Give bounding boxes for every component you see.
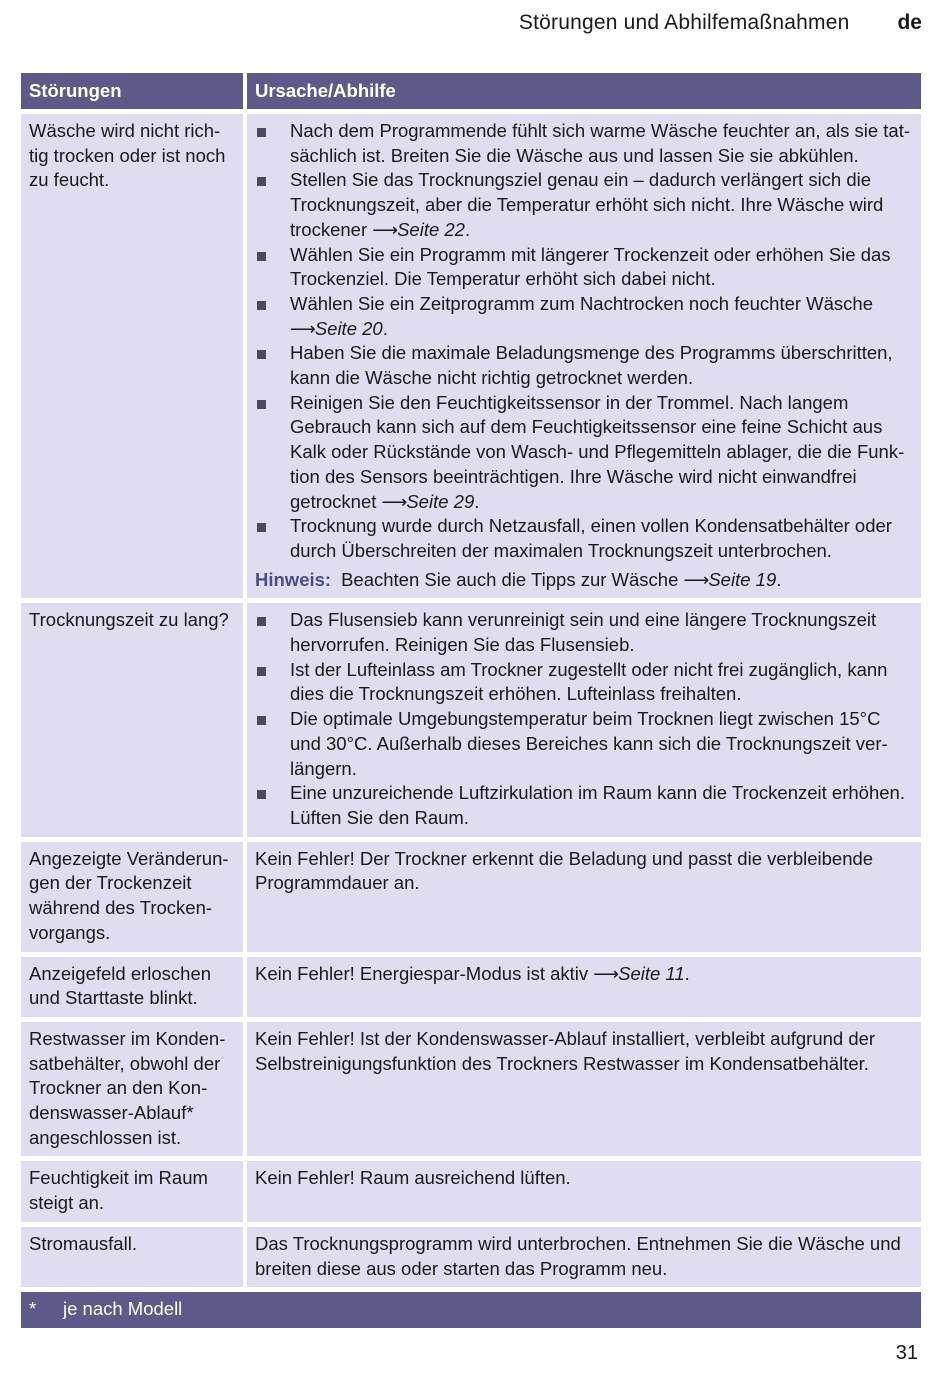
note-label: Hinweis:	[255, 568, 332, 590]
arrow-right-icon: ⟶	[372, 219, 398, 240]
remedy-cell: Das Trocknungsprogramm wird unterbrochen. Entnehmen Sie die Wäsche und breiten diese aus oder starten das Programm neu.	[247, 1227, 921, 1287]
remedy-list	[255, 608, 913, 830]
table-row	[21, 957, 921, 1017]
table-header-row	[21, 73, 921, 109]
list-item: Stellen Sie das Trocknungsziel genau ein – dadurch verlängert sich die Trocknungszeit, aber die Temperatur erhöht sich nicht. Ihre Wäsche wird trockener ⟶Seite 22.	[255, 168, 913, 242]
fault-cell: Stromausfall.	[21, 1227, 247, 1287]
table-row	[21, 603, 921, 836]
bullet-square-icon	[257, 790, 266, 799]
bullet-square-icon	[257, 350, 266, 359]
footnote-row	[21, 1292, 921, 1328]
bullet-square-icon	[257, 400, 266, 409]
troubleshooting-table	[21, 68, 921, 1333]
list-item: Haben Sie die maximale Beladungsmenge des Programms überschritten, kann die Wäsche nicht richtig getrocknet werden.	[255, 341, 913, 390]
bullet-square-icon	[257, 617, 266, 626]
list-item: Das Flusensieb kann verunreinigt sein und eine längere Trocknungszeit hervorrufen. Reinigen Sie das Flusensieb.	[255, 608, 913, 657]
fault-cell: Feuchtigkeit im Raum steigt an.	[21, 1161, 247, 1221]
list-item: Reinigen Sie den Feuchtigkeitssensor in der Trommel. Nach langem Gebrauch kann sich auf dem Feuchtigkeitssensor eine feine Schicht aus Kalk oder Rückstände von Wasch- und Pflegemitteln ablager, die die Funk-tion des Sensors beeinträchtigen. Ihre Wäsche wird nicht einwandfrei getrocknet ⟶Seite 29.	[255, 391, 913, 515]
column-header-fault: Störungen	[21, 73, 247, 109]
table-row	[21, 1022, 921, 1157]
table-row	[21, 114, 921, 598]
remedy-cell: Kein Fehler! Der Trockner erkennt die Beladung und passt die verbleibende Programmdauer an.	[247, 842, 921, 952]
page-reference: Seite 11	[618, 962, 685, 984]
footnote-mark: *	[29, 1298, 37, 1320]
bullet-square-icon	[257, 716, 266, 725]
remedy-cell: Kein Fehler! Ist der Kondenswasser-Ablauf installiert, verbleibt aufgrund der Selbstreinigungsfunktion des Trockners Restwasser im Kondensatbehälter.	[247, 1022, 921, 1157]
bullet-square-icon	[257, 128, 266, 137]
table-row	[21, 1161, 921, 1221]
page-reference: Seite 19	[708, 568, 777, 590]
bullet-square-icon	[257, 177, 266, 186]
arrow-right-icon: ⟶	[381, 491, 407, 512]
fault-cell: Trocknungszeit zu lang?	[21, 603, 247, 836]
list-item: Wählen Sie ein Zeitprogramm zum Nachtrocken noch feuchter Wäsche ⟶Seite 20.	[255, 292, 913, 341]
remedy-cell: Kein Fehler! Energiespar-Modus ist aktiv ⟶Seite 11.	[247, 957, 921, 1017]
fault-cell: Restwasser im Konden-satbehälter, obwohl der Trockner an den Kon-denswasser-Ablauf* angeschlossen ist.	[21, 1022, 247, 1157]
list-item: Nach dem Programmende fühlt sich warme Wäsche feuchter an, als sie tat-sächlich ist. Breiten Sie die Wäsche aus und lassen Sie sie abkühlen.	[255, 119, 913, 168]
remedy-cell	[247, 603, 921, 836]
remedy-cell	[247, 114, 921, 598]
list-item: Wählen Sie ein Programm mit längerer Trockenzeit oder erhöhen Sie das Trockenziel. Die Temperatur erhöht sich dabei nicht.	[255, 243, 913, 292]
page-reference: Seite 22	[397, 218, 465, 240]
note: Hinweis: Beachten Sie auch die Tipps zur Wäsche ⟶Seite 19.	[255, 568, 782, 590]
remedy-list	[255, 119, 913, 564]
remedy-cell: Kein Fehler! Raum ausreichend lüften.	[247, 1161, 921, 1221]
footnote	[21, 1292, 921, 1328]
bullet-square-icon	[257, 301, 266, 310]
fault-cell: Anzeigefeld erloschen und Starttaste blinkt.	[21, 957, 247, 1017]
list-item: Ist der Lufteinlass am Trockner zugestellt oder nicht frei zugänglich, kann dies die Trocknungszeit erhöhen. Lufteinlass freihalten.	[255, 658, 913, 707]
fault-cell: Wäsche wird nicht rich-tig trocken oder ist noch zu feucht.	[21, 114, 247, 598]
footnote-text: je nach Modell	[63, 1298, 183, 1320]
list-item: Die optimale Umgebungstemperatur beim Trocknen liegt zwischen 15°C und 30°C. Außerhalb dieses Bereiches kann sich die Trocknungszeit ver-längern.	[255, 707, 913, 781]
arrow-right-icon: ⟶	[683, 569, 709, 590]
arrow-right-icon: ⟶	[290, 318, 315, 339]
bullet-square-icon	[257, 252, 266, 261]
fault-cell: Angezeigte Veränderun-gen der Trockenzeit während des Trocken-vorgangs.	[21, 842, 247, 952]
page-header	[519, 8, 922, 38]
section-title: Störungen und Abhilfemaßnahmen	[518, 11, 850, 34]
list-item: Eine unzureichende Luftzirkulation im Raum kann die Trockenzeit erhöhen. Lüften Sie den Raum.	[255, 781, 913, 830]
page-reference: Seite 20	[314, 317, 383, 339]
page-reference: Seite 29	[406, 490, 475, 512]
list-item: Trocknung wurde durch Netzausfall, einen vollen Kondensatbehälter oder durch Überschreiten der maximalen Trocknungszeit unterbrochen.	[255, 514, 913, 563]
note-text: Beachten Sie auch die Tipps zur Wäsche	[341, 568, 679, 590]
table-row	[21, 842, 921, 952]
language-code: de	[897, 11, 922, 34]
table-row	[21, 1227, 921, 1287]
column-header-remedy: Ursache/Abhilfe	[247, 73, 921, 109]
arrow-right-icon: ⟶	[593, 963, 619, 984]
page-number: 31	[895, 1342, 918, 1364]
bullet-square-icon	[257, 523, 266, 532]
bullet-square-icon	[257, 667, 266, 676]
